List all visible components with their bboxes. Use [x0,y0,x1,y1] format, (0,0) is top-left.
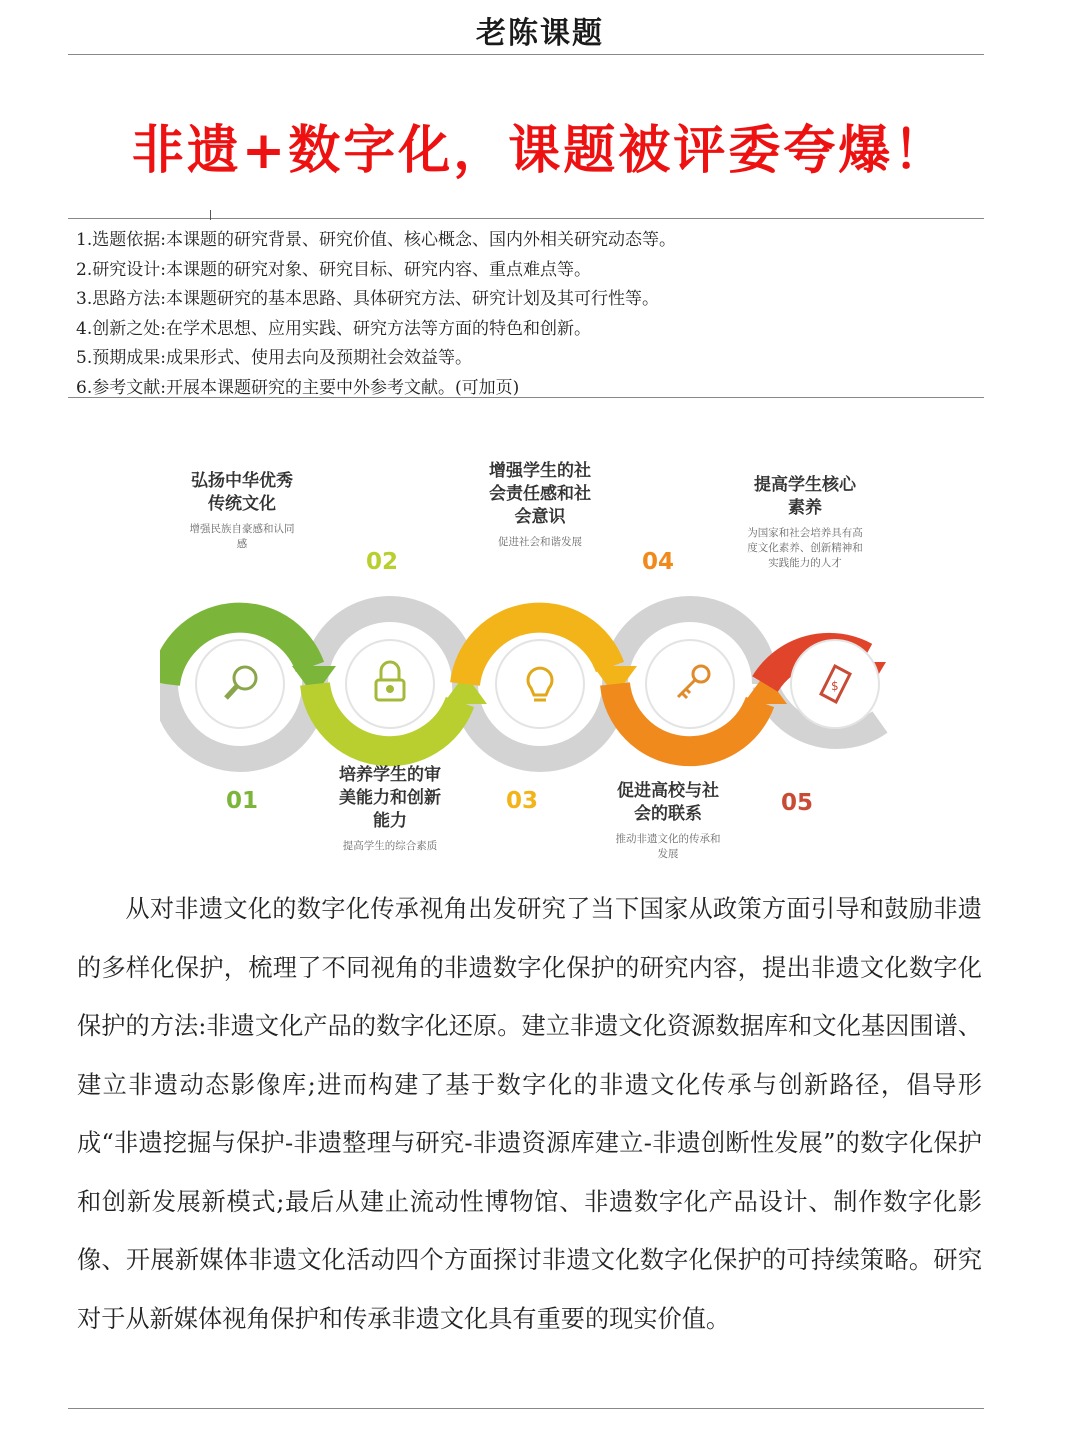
stage-number: 02 [365,549,398,575]
stage-title: 提高学生核心素养 [754,475,856,518]
icon-circle [496,640,584,728]
outline-item: 4.创新之处:在学术思想、应用实践、研究方法等方面的特色和创新。 [76,318,591,339]
stage-title: 促进高校与社会的联系 [617,781,719,824]
page-header-title: 老陈课题 [476,16,604,51]
headline: 非遗+数字化，课题被评委夸爆！ [131,121,949,181]
outline-item: 6.参考文献:开展本课题研究的主要中外参考文献。(可加页) [76,377,520,398]
stage-4-label [578,780,758,862]
divider-tick [210,210,211,220]
outline-bottom-divider [68,397,984,398]
stage-desc: 提高学生的综合素质 [342,840,438,852]
icon-circle [196,640,284,728]
stage-number: 04 [641,549,674,575]
stage-desc: 促进社会和谐发展 [498,536,582,548]
outline-item: 5.预期成果:成果形式、使用去向及预期社会效益等。 [76,348,472,368]
stage-title: 弘扬中华优秀传统文化 [191,471,293,514]
outline-top-divider [68,218,984,219]
stage-1-label [152,470,332,552]
stage-desc: 推动非遗文化的传承和发展 [615,833,721,860]
outline-item: 1.选题依据:本课题的研究背景、研究价值、核心概念、国内外相关研究动态等。 [76,230,676,250]
stage-number: 01 [225,788,258,814]
svg-text:$: $ [831,679,839,693]
outline-item: 2.研究设计:本课题的研究对象、研究目标、研究内容、重点难点等。 [76,259,591,280]
outline-item: 3.思路方法:本课题研究的基本思路、具体研究方法、研究计划及其可行性等。 [76,289,659,309]
stage-number: 05 [780,790,813,816]
header-divider [68,54,984,55]
stage-desc: 为国家和社会培养具有高度文化素养、创新精神和实践能力的人才 [747,527,863,569]
stage-2-label [300,764,480,854]
stage-desc: 增强民族自豪感和认同感 [189,523,295,550]
stage-number: 03 [505,788,538,814]
stage-3-label [450,460,630,550]
stage-title: 增强学生的社会责任感和社会意识 [489,461,591,527]
outline-list [76,226,976,403]
infographic-diagram [160,452,890,872]
footer-divider [68,1408,984,1409]
body-paragraph: 从对非遗文化的数字化传承视角出发研究了当下国家从政策方面引导和鼓励非遗的多样化保护，梳理了不同视角的非遗数字化保护的研究内容，提出非遗文化数字化保护的方法:非遗文化产品的数字化还原。建立非遗文化资源数据库和文化基因围谱、建立非遗动态影像库;进而构建了基于数字化的非遗文化传承与创新路径，倡导形成“非遗挖掘与保护-非遗整理与研究-非遗资源库建立-非遗创断性发展”的数字化保护和创新发展新模式;最后从建止流动性博物馆、非遗数字化产品设计、制作数字化影像、开展新媒体非遗文化活动四个方面探讨非遗文化数字化保护的可持续策略。研究对于从新媒体视角保护和传承非遗文化具有重要的现实价值。 [77,895,982,1333]
stage-5-label [715,474,895,571]
icon-circle [346,640,434,728]
stage-title: 培养学生的审美能力和创新能力 [339,765,441,831]
